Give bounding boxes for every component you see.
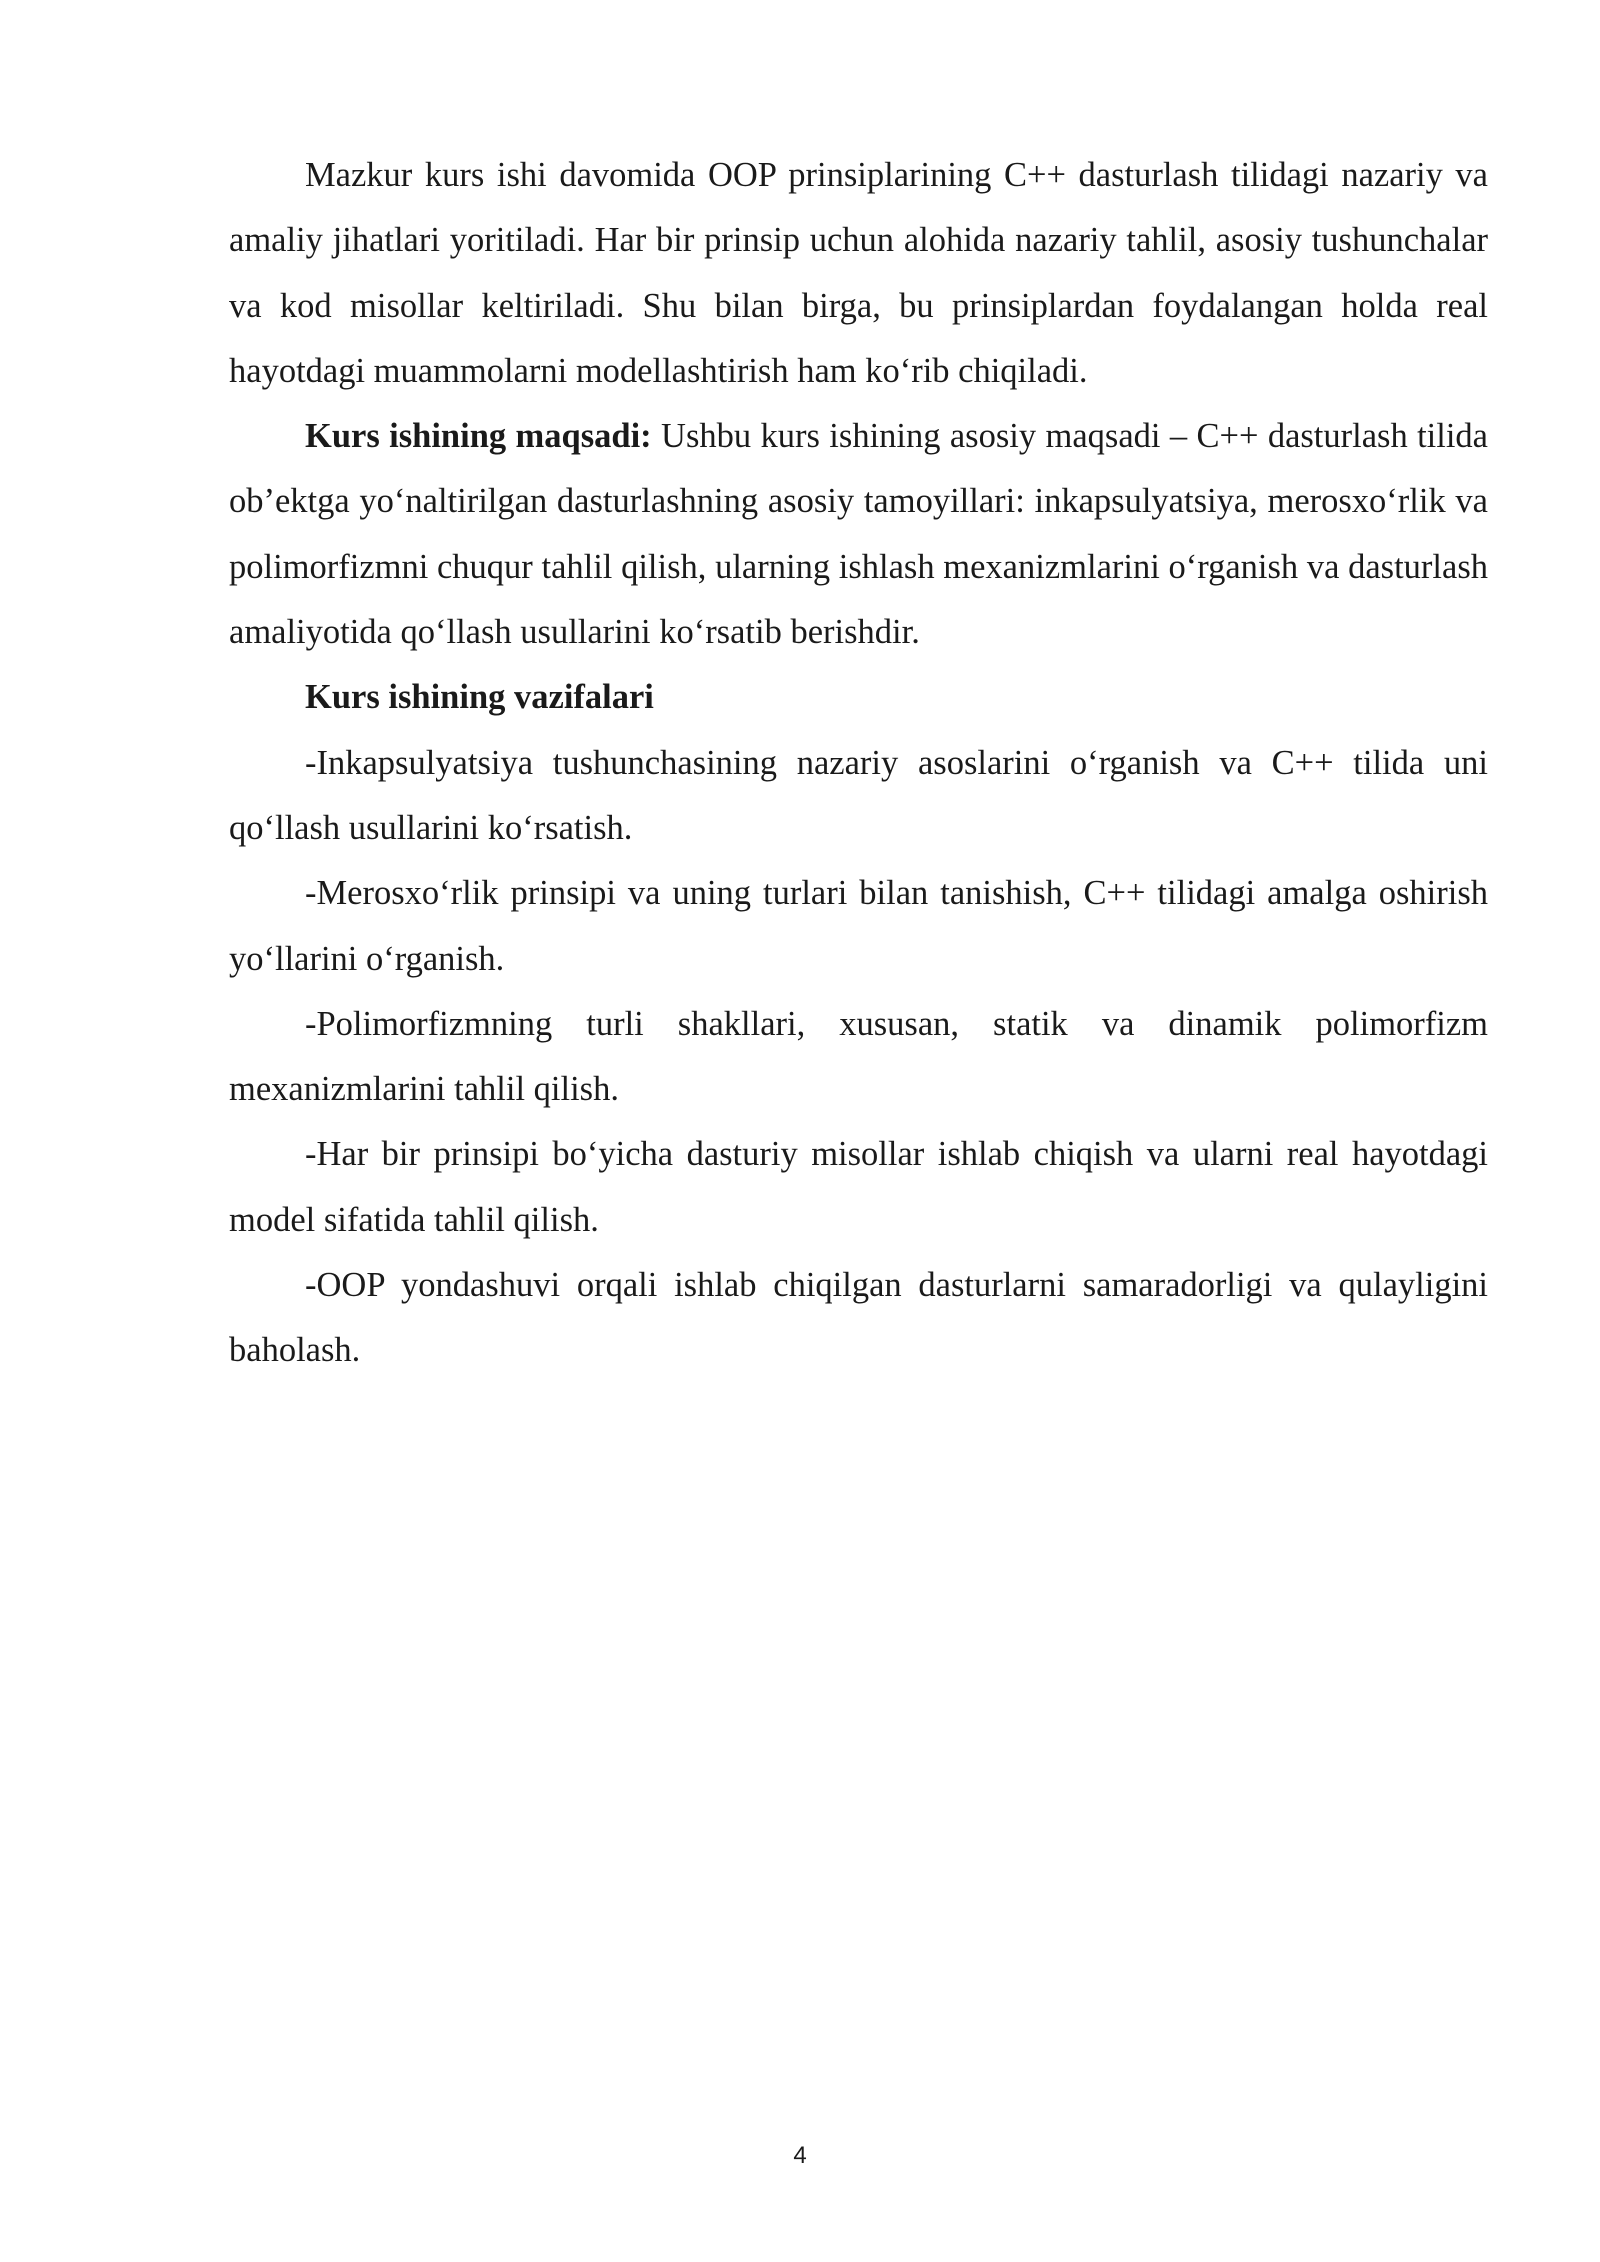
goal-label: Kurs ishining maqsadi: [305,417,652,456]
task-item-1: -Inkapsulyatsiya tushunchasining nazariy asoslarini o‘rganish va C++ tilida uni qo‘llash usullarini ko‘rsatish. [229,743,1488,847]
goal-text: Ushbu kurs ishining asosiy maqsadi – C++ dasturlash tilida ob’ektga yo‘naltirilgan dasturlashning asosiy tamoyillari: inkapsulyatsiya, merosxo‘rlik va polimorfizmni chuqur tahlil qilish, ularning ishlash mexanizmlarini o‘rganish va dasturlash amaliyotida qo‘llash usullarini ko‘rsatib berishdir. [229,417,1488,652]
goal-paragraph [229,404,1488,665]
page-number: 4 [793,2142,807,2169]
page-body [229,143,1488,1384]
tasks-heading: Kurs ishining vazifalari [305,678,654,717]
task-item-2: -Merosxo‘rlik prinsipi va uning turlari bilan tanishish, C++ tilidagi amalga oshirish yo‘llarini o‘rganish. [229,874,1488,978]
task-item-4: -Har bir prinsipi bo‘yicha dasturiy misollar ishlab chiqish va ularni real hayotdagi model sifatida tahlil qilish. [229,1135,1488,1239]
task-item-5: -OOP yondashuvi orqali ishlab chiqilgan dasturlarni samaradorligi va qulayligini baholash. [229,1266,1488,1370]
intro-paragraph: Mazkur kurs ishi davomida OOP prinsiplarining C++ dasturlash tilidagi nazariy va amaliy jihatlari yoritiladi. Har bir prinsip uchun alohida nazariy tahlil, asosiy tushunchalar va kod misollar keltiriladi. Shu bilan birga, bu prinsiplardan foydalangan holda real hayotdagi muammolarni modellashtirish ham ko‘rib chiqiladi. [229,156,1488,390]
task-item-3: -Polimorfizmning turli shakllari, xususan, statik va dinamik polimorfizm mexanizmlarini tahlil qilish. [229,1004,1488,1109]
